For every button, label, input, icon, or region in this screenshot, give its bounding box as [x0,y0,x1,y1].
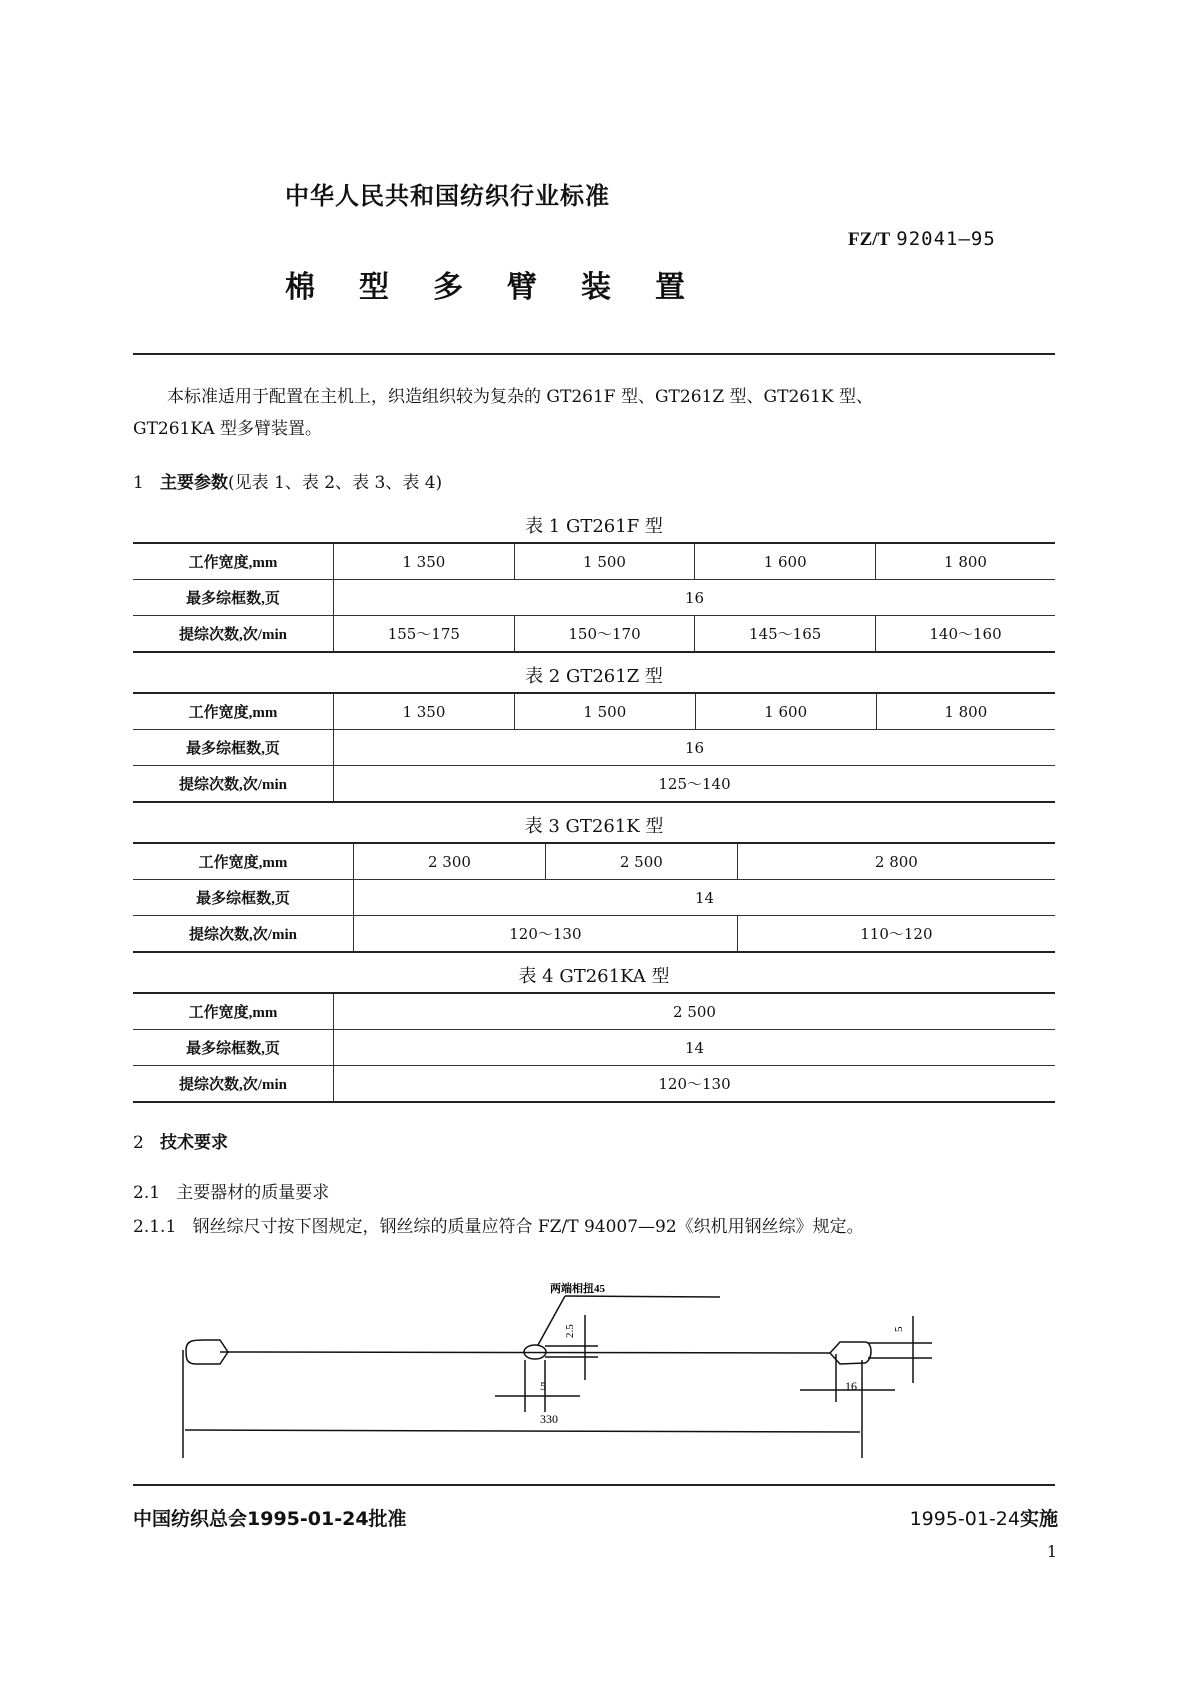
table-cell: 1 500 [514,693,695,730]
table-cell: 1 600 [695,543,876,580]
row-label: 提综次数,次/min [133,1066,334,1103]
table-4-caption: 表 4 GT261KA 型 [518,966,670,987]
table-row [133,843,1055,880]
title-char: 臂 [507,270,537,305]
table-cell: 2 300 [354,843,546,880]
dim-eye-height: 2.5 [564,1324,576,1338]
table-cell: 155～175 [334,616,515,653]
subsection-number: 2.1 [133,1183,161,1203]
table-cell: 16 [334,730,1056,766]
dim-end-height: 5 [893,1326,905,1332]
table-cell: 120～130 [354,916,738,953]
table-cell: 2 800 [737,843,1055,880]
row-label: 最多综框数,页 [133,580,334,616]
effective-label: 实施 [1019,1508,1058,1530]
table-row [133,880,1055,916]
title-char: 装 [581,270,611,305]
table-3-caption: 表 3 GT261K 型 [524,816,664,837]
table-row [133,766,1055,803]
subsection-text: 钢丝综尺寸按下图规定，钢丝综的质量应符合 FZ/T 94007—92《织机用钢丝综》规定。 [192,1217,864,1237]
row-label: 工作宽度,mm [133,543,334,580]
subsection-2-1-1 [133,1212,864,1237]
row-label: 提综次数,次/min [133,916,354,953]
scope-line-1: 本标准适用于配置在主机上，织造组织较为复杂的 GT261F 型、GT261Z 型、GT261K 型、 [167,387,874,407]
dim-total-length: 330 [540,1412,558,1426]
table-cell: 125～140 [334,766,1056,803]
subsection-number: 2.1.1 [133,1217,177,1237]
row-label: 提综次数,次/min [133,766,334,803]
table-cell: 2 500 [545,843,737,880]
table-cell: 1 600 [695,693,876,730]
table-row [133,543,1055,580]
section-number: 2 [133,1133,144,1153]
section-number: 1 [133,473,144,493]
header-divider [133,353,1055,355]
scope-paragraph [133,381,1055,445]
table-cell: 16 [334,580,1056,616]
table-2-caption: 表 2 GT261Z 型 [525,666,663,687]
section-2-heading [133,1128,228,1153]
table-1-caption: 表 1 GT261F 型 [525,516,663,537]
table-row [133,916,1055,953]
table-cell: 140～160 [876,616,1055,653]
row-label: 工作宽度,mm [133,843,354,880]
section-note: (见表 1、表 2、表 3、表 4) [228,473,443,493]
table-row [133,693,1055,730]
table-cell: 1 350 [334,693,515,730]
subsection-2-1 [133,1178,329,1203]
table-cell: 1 500 [514,543,695,580]
section-title: 主要参数 [160,473,229,493]
row-label: 工作宽度,mm [133,693,334,730]
approval-statement: 中国纺织总会1995-01-24批准 [133,1508,407,1530]
table-1-gt261f [133,542,1055,653]
section-title: 技术要求 [160,1133,229,1153]
table-cell: 150～170 [514,616,695,653]
table-row [133,1030,1055,1066]
standard-code [848,228,996,251]
row-label: 工作宽度,mm [133,993,334,1030]
table-row [133,580,1055,616]
effective-statement [910,1504,1058,1531]
scope-line-2: GT261KA 型多臂装置。 [133,419,323,439]
leader-label: 两端相扭45 [550,1283,605,1295]
table-3-gt261k [133,842,1055,953]
table-cell: 2 500 [334,993,1056,1030]
table-cell: 14 [334,1030,1056,1066]
table-row [133,616,1055,653]
row-label: 最多综框数,页 [133,730,334,766]
standard-code-number: 92041—95 [896,228,996,250]
table-cell: 1 800 [876,693,1055,730]
table-cell: 110～120 [737,916,1055,953]
row-label: 最多综框数,页 [133,1030,334,1066]
footer-divider [133,1484,1055,1486]
table-2-gt261z [133,692,1055,803]
table-4-gt261ka [133,992,1055,1103]
title-char: 棉 [285,270,315,305]
table-cell: 1 800 [876,543,1055,580]
row-label: 提综次数,次/min [133,616,334,653]
row-label: 最多综框数,页 [133,880,354,916]
title-char: 型 [359,270,389,305]
subsection-title: 主要器材的质量要求 [176,1183,330,1203]
dim-end-length: 16 [845,1379,857,1393]
title-char: 置 [655,270,685,305]
standard-code-prefix: FZ/T [848,229,891,250]
table-cell: 14 [354,880,1056,916]
table-cell: 1 350 [334,543,515,580]
title-char: 多 [433,270,463,305]
heald-wire-drawing [180,1280,1010,1460]
table-cell: 145～165 [695,616,876,653]
section-1-heading [133,468,442,493]
table-row [133,730,1055,766]
table-cell: 120～130 [334,1066,1056,1103]
dim-eye-width: 5 [540,1379,546,1393]
effective-date: 1995-01-24 [909,1508,1020,1530]
table-row [133,993,1055,1030]
table-row [133,1066,1055,1103]
document-title [285,262,729,306]
page-number: 1 [1046,1542,1057,1561]
issuing-body-title: 中华人民共和国纺织行业标准 [285,182,610,210]
